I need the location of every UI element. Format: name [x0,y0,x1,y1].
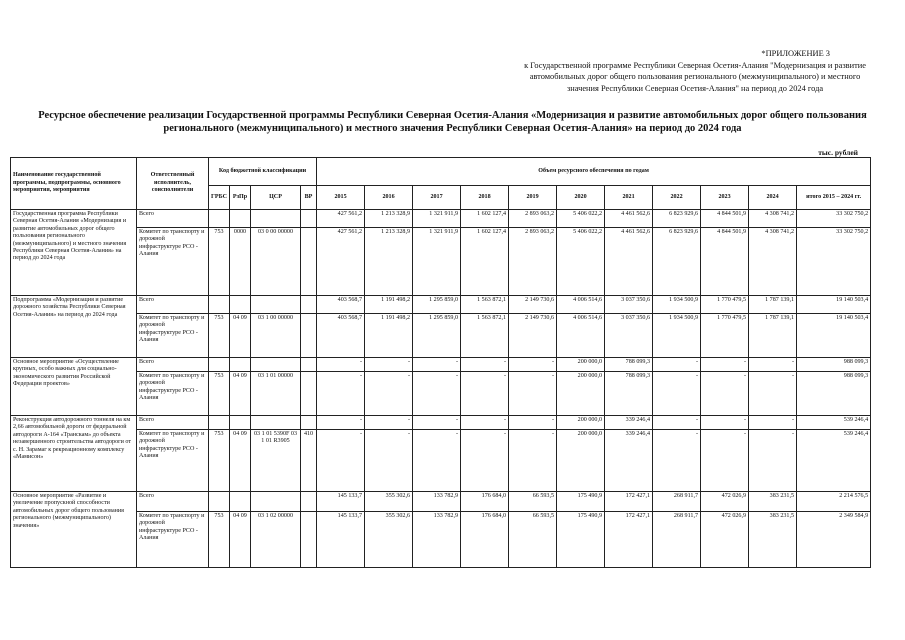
grbs-cell [209,296,230,314]
year-value-cell: 4 308 741,2 [749,228,797,296]
year-value-cell: - [365,430,413,492]
year-value-cell: 175 490,9 [557,492,605,512]
year-value-cell: 788 099,3 [605,372,653,416]
units-label: тыс. рублей [818,148,858,157]
grbs-cell [209,492,230,512]
year-value-cell: 200 000,0 [557,430,605,492]
responsible-cell: Комитет по транспорту и дорожной инфраструктуре РСО - Алания [137,314,209,358]
program-name-cell: Подпрограмма «Модернизация и развитие дорожного хозяйства Республики Северная Осетия-Алания» на период до 2024 года [11,296,137,358]
total-value-cell: 539 246,4 [797,430,871,492]
year-value-cell: - [365,372,413,416]
year-value-cell: - [413,430,461,492]
csr-cell: 03 0 00 00000 [251,228,301,296]
table-row [11,296,871,314]
year-value-cell: 3 037 350,6 [605,314,653,358]
col-header-year: 2016 [365,186,413,210]
col-header-csr: ЦСР [251,186,301,210]
year-value-cell: 66 593,5 [509,512,557,568]
responsible-cell: Всего [137,296,209,314]
year-value-cell: 383 231,5 [749,492,797,512]
year-value-cell: - [413,358,461,372]
year-value-cell: 145 133,7 [317,492,365,512]
vr-cell [301,358,317,372]
year-value-cell: - [749,358,797,372]
total-value-cell: 33 302 750,2 [797,228,871,296]
grbs-cell [209,358,230,372]
year-value-cell: 4 461 562,6 [605,210,653,228]
year-value-cell: 339 246,4 [605,416,653,430]
vr-cell [301,210,317,228]
year-value-cell: 172 427,1 [605,492,653,512]
year-value-cell: 6 823 929,6 [653,210,701,228]
col-header-year: 2024 [749,186,797,210]
year-value-cell: 176 684,0 [461,512,509,568]
year-value-cell: - [749,416,797,430]
csr-cell [251,492,301,512]
table-body [11,210,871,568]
appendix-header [520,48,870,94]
year-value-cell: 4 844 501,9 [701,210,749,228]
year-value-cell: 1 213 328,9 [365,210,413,228]
col-header-year: 2023 [701,186,749,210]
year-value-cell: - [413,416,461,430]
year-value-cell: - [509,372,557,416]
responsible-cell: Комитет по транспорту и дорожной инфраструктуре РСО - Алания [137,228,209,296]
table-row [11,314,871,358]
year-value-cell: 1 563 872,1 [461,314,509,358]
year-value-cell: 1 770 479,5 [701,296,749,314]
rzpr-cell [230,492,251,512]
col-header-year: 2015 [317,186,365,210]
responsible-cell: Всего [137,210,209,228]
year-value-cell: - [365,358,413,372]
vr-cell [301,492,317,512]
year-value-cell: 1 191 498,2 [365,296,413,314]
year-value-cell: 2 893 063,2 [509,228,557,296]
appendix-line-1: к Государственной программе Республики Северная Осетия-Алания "Модернизация и развитие [524,60,866,70]
year-value-cell: 200 000,0 [557,372,605,416]
table-row [11,492,871,512]
total-value-cell: 988 099,3 [797,372,871,416]
year-value-cell: - [461,358,509,372]
year-value-cell: 1 563 872,1 [461,296,509,314]
col-header-vr: ВР [301,186,317,210]
csr-cell: 03 1 00 00000 [251,314,301,358]
table-row [11,210,871,228]
total-value-cell: 988 099,3 [797,358,871,372]
program-name-cell: Основное мероприятие «Развитие и увеличение пропускной способности автомобильных дорог общего пользования регионального (межмуниципального) значения» [11,492,137,568]
year-value-cell: - [413,372,461,416]
year-value-cell: 200 000,0 [557,416,605,430]
year-value-cell: - [317,430,365,492]
title-line-2: регионального (межмуниципального) и местного значения Республики Северная Осетия-Алания» на период до 2024 года [163,123,742,134]
col-header-year: 2020 [557,186,605,210]
document-title [20,109,885,135]
year-value-cell: 1 191 498,2 [365,314,413,358]
year-value-cell: 176 684,0 [461,492,509,512]
year-value-cell: - [317,416,365,430]
table-row [11,416,871,430]
grbs-cell: 753 [209,314,230,358]
rzpr-cell: 04 09 [230,430,251,492]
year-value-cell: 1 321 911,9 [413,210,461,228]
year-value-cell: - [701,372,749,416]
vr-cell: 410 [301,430,317,492]
responsible-cell: Всего [137,358,209,372]
year-value-cell: 66 593,5 [509,492,557,512]
year-value-cell: - [653,430,701,492]
year-value-cell: - [509,416,557,430]
total-value-cell: 2 349 584,9 [797,512,871,568]
program-name-cell: Реконструкция автодорожного тоннеля на км 2,66 автомобильной дороги от федеральной автодороги А-164 «Транскам» до объекта незавершенного строительства автодороги от с. Н. Зарамаг к рекреационному комплексу «Мамисон» [11,416,137,492]
year-value-cell: 5 406 022,2 [557,228,605,296]
vr-cell [301,296,317,314]
responsible-cell: Комитет по транспорту и дорожной инфраструктуре РСО - Алания [137,372,209,416]
rzpr-cell [230,358,251,372]
csr-cell [251,296,301,314]
year-value-cell: 355 302,6 [365,512,413,568]
year-value-cell: - [653,416,701,430]
title-line-1: Ресурсное обеспечение реализации Государственной программы Республики Северная Осетия-Алания «Модернизация и развитие автомобильных дорог общего пользования [38,110,867,121]
year-value-cell: 472 026,9 [701,512,749,568]
grbs-cell: 753 [209,372,230,416]
year-value-cell: - [509,358,557,372]
col-header-year: 2017 [413,186,461,210]
col-header-year: 2018 [461,186,509,210]
year-value-cell: 6 823 929,6 [653,228,701,296]
year-value-cell: 3 037 350,6 [605,296,653,314]
year-value-cell: 4 461 562,6 [605,228,653,296]
csr-cell [251,358,301,372]
year-value-cell: 172 427,1 [605,512,653,568]
responsible-cell: Всего [137,492,209,512]
rzpr-cell: 04 09 [230,314,251,358]
year-value-cell: 1 321 911,9 [413,228,461,296]
csr-cell: 03 1 02 00000 [251,512,301,568]
col-header-responsible: Ответственный исполнитель, соисполнители [137,158,209,210]
program-name-cell: Основное мероприятие «Осуществление крупных, особо важных для социально-экономического развития Российской Федерации проектов» [11,358,137,416]
year-value-cell: - [749,372,797,416]
year-value-cell: 4 006 514,6 [557,314,605,358]
responsible-cell: Всего [137,416,209,430]
year-value-cell: 403 568,7 [317,314,365,358]
table-row [11,372,871,416]
year-value-cell: 427 561,2 [317,210,365,228]
year-value-cell: 4 844 501,9 [701,228,749,296]
table-row [11,512,871,568]
col-header-grbs: ГРБС [209,186,230,210]
year-value-cell: - [701,430,749,492]
year-value-cell: 403 568,7 [317,296,365,314]
year-value-cell: 2 893 063,2 [509,210,557,228]
col-header-volume: Объем ресурсного обеспечения по годам [317,158,871,186]
year-value-cell: 1 602 127,4 [461,228,509,296]
rzpr-cell [230,210,251,228]
year-value-cell: 1 295 859,0 [413,296,461,314]
vr-cell [301,228,317,296]
resource-table [10,157,871,568]
year-value-cell: 1 934 500,9 [653,314,701,358]
responsible-cell: Комитет по транспорту и дорожной инфраструктуре РСО - Алания [137,430,209,492]
table-row [11,430,871,492]
total-value-cell: 19 140 503,4 [797,314,871,358]
grbs-cell: 753 [209,512,230,568]
csr-cell [251,416,301,430]
year-value-cell: 355 302,6 [365,492,413,512]
year-value-cell: 788 099,3 [605,358,653,372]
year-value-cell: - [749,430,797,492]
vr-cell [301,416,317,430]
year-value-cell: 2 149 730,6 [509,314,557,358]
year-value-cell: - [653,372,701,416]
year-value-cell: 175 490,9 [557,512,605,568]
rzpr-cell: 0000 [230,228,251,296]
table-row [11,228,871,296]
year-value-cell: 1 213 328,9 [365,228,413,296]
col-header-budget-code: Код бюджетной классификации [209,158,317,186]
grbs-cell: 753 [209,430,230,492]
appendix-line-2: автомобильных дорог общего пользования регионального (межмуниципального) и местного [529,72,861,81]
year-value-cell: 268 911,7 [653,512,701,568]
col-header-total: итого 2015 – 2024 гг. [797,186,871,210]
total-value-cell: 33 302 750,2 [797,210,871,228]
year-value-cell: 200 000,0 [557,358,605,372]
year-value-cell: 133 782,9 [413,492,461,512]
year-value-cell: 4 006 514,6 [557,296,605,314]
year-value-cell: 268 911,7 [653,492,701,512]
grbs-cell [209,416,230,430]
year-value-cell: 1 787 139,1 [749,296,797,314]
total-value-cell: 19 140 503,4 [797,296,871,314]
col-header-year: 2022 [653,186,701,210]
csr-cell: 03 1 01 00000 [251,372,301,416]
vr-cell [301,512,317,568]
year-value-cell: - [461,416,509,430]
year-value-cell: 427 561,2 [317,228,365,296]
total-value-cell: 539 246,4 [797,416,871,430]
rzpr-cell [230,416,251,430]
year-value-cell: 5 406 022,2 [557,210,605,228]
year-value-cell: - [701,358,749,372]
year-value-cell: - [509,430,557,492]
year-value-cell: 1 934 500,9 [653,296,701,314]
vr-cell [301,314,317,358]
year-value-cell: 339 246,4 [605,430,653,492]
appendix-line-3: значения Республики Северная Осетия-Алания" на период до 2024 года [566,83,824,93]
grbs-cell: 753 [209,228,230,296]
year-value-cell: 1 770 479,5 [701,314,749,358]
col-header-rzpr: РзПр [230,186,251,210]
col-header-year: 2019 [509,186,557,210]
csr-cell: 03 1 01 5390F 03 1 01 R3905 [251,430,301,492]
year-value-cell: - [461,372,509,416]
year-value-cell: - [317,372,365,416]
year-value-cell: 4 308 741,2 [749,210,797,228]
year-value-cell: 145 133,7 [317,512,365,568]
year-value-cell: 2 149 730,6 [509,296,557,314]
year-value-cell: 383 231,5 [749,512,797,568]
year-value-cell: 1 787 139,1 [749,314,797,358]
year-value-cell: 1 295 859,0 [413,314,461,358]
col-header-name: Наименование государственной программы, подпрограммы, основного мероприятия, мероприятия [11,158,137,210]
rzpr-cell: 04 09 [230,512,251,568]
col-header-year: 2021 [605,186,653,210]
vr-cell [301,372,317,416]
grbs-cell [209,210,230,228]
rzpr-cell [230,296,251,314]
rzpr-cell: 04 09 [230,372,251,416]
csr-cell [251,210,301,228]
year-value-cell: - [365,416,413,430]
year-value-cell: - [461,430,509,492]
total-value-cell: 2 214 576,5 [797,492,871,512]
year-value-cell: 472 026,9 [701,492,749,512]
appendix-number: *ПРИЛОЖЕНИЕ 3 [761,49,830,58]
year-value-cell: - [701,416,749,430]
year-value-cell: 133 782,9 [413,512,461,568]
year-value-cell: - [317,358,365,372]
responsible-cell: Комитет по транспорту и дорожной инфраструктуре РСО - Алания [137,512,209,568]
year-value-cell: 1 602 127,4 [461,210,509,228]
program-name-cell: Государственная программа Республики Северная Осетия-Алания «Модернизация и развитие автомобильных дорог общего пользования регионального (межмуниципального) и местного значения Республики Северная Осетия-Алания» на период до 2024 года [11,210,137,296]
table-row [11,358,871,372]
year-value-cell: - [653,358,701,372]
